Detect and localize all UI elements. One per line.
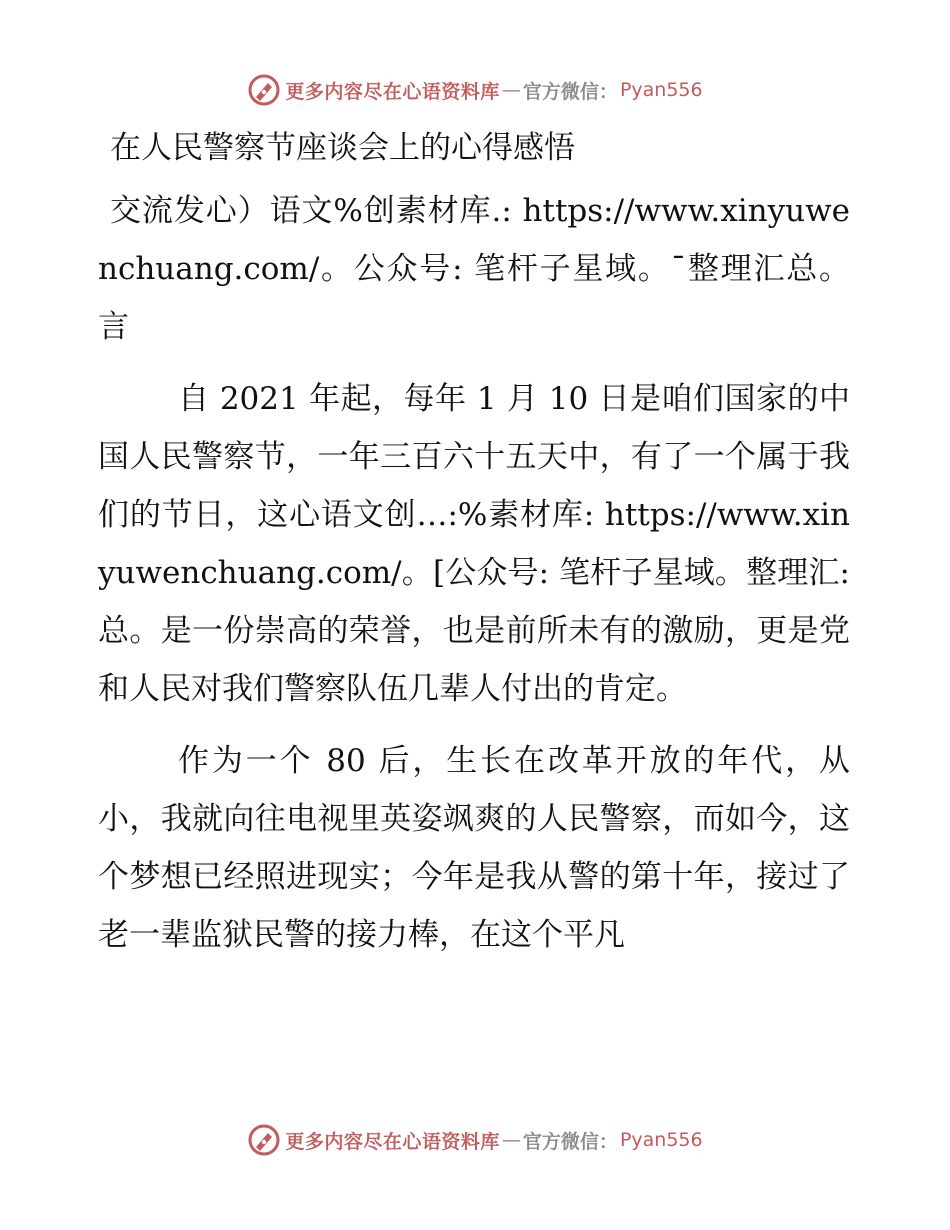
paragraph: 自 2021 年起，每年 1 月 10 日是咱们国家的中国人民警察节，一年三百六十五天中，有了一个属于我们的节日，这心语文创…:%素材库: https://www.xinyuwenchuang.com/。[公众号: 笔杆子星域。整理汇:总。是一份崇高的荣誉，也是前所未有的激励，更是党和人民对我们警察队伍几辈人付出的肯定。 [98, 381, 850, 707]
footer-banner [0, 1120, 950, 1160]
header-banner [0, 70, 950, 110]
banner-separator: — [501, 1129, 521, 1151]
banner-separator: — [501, 79, 521, 101]
pen-nib-logo-icon [247, 73, 281, 107]
banner-text: 更多内容尽在心语资料库 [285, 80, 500, 103]
paragraph: 交流发心）语文%创素材库.: https://www.xinyuwenchuang.com/。公众号: 笔杆子星域。¯整理汇总。言 [98, 193, 850, 345]
paragraph: 作为一个 80 后，生长在改革开放的年代，从小，我就向往电视里英姿飒爽的人民警察，而如今，这个梦想已经照进现实；今年是我从警的第十年，接过了老一辈监狱民警的接力棒，在这个平凡 [98, 743, 850, 953]
document-title: 在人民警察节座谈会上的心得感悟 [110, 130, 575, 166]
banner-wechat-id: Pyan556 [619, 1129, 703, 1151]
banner-wechat-label: 官方微信： [522, 1130, 618, 1153]
banner-wechat-label: 官方微信： [522, 80, 618, 103]
document-body [98, 122, 850, 978]
pen-nib-logo-icon [247, 1123, 281, 1157]
banner-text: 更多内容尽在心语资料库 [285, 1130, 500, 1153]
banner-wechat-id: Pyan556 [619, 79, 703, 101]
